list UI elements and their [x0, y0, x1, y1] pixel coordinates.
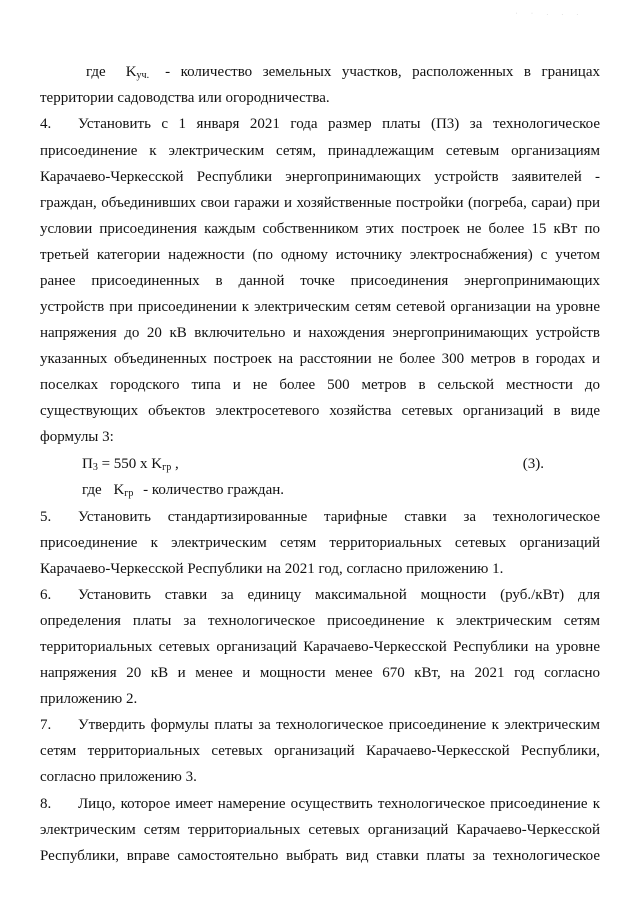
scan-corner-mark: · · . . .	[515, 11, 584, 17]
item-6-first-line	[40, 585, 600, 605]
item-4-line-13: формулы 3:	[40, 429, 114, 445]
item-5-line-1: Установить стандартизированные тарифные ставки за технологическое	[78, 509, 600, 525]
item-7-number: 7.	[40, 717, 52, 733]
item-5-number: 5.	[40, 509, 52, 525]
formula-3	[82, 454, 544, 478]
item-4-line-11: поселках городского типа и не более 500 метров в сельской местности до	[40, 377, 600, 393]
item-8-line-2: электрическим сетям территориальных сетевых организаций Карачаево-Черкесской	[40, 822, 600, 838]
item-4-number: 4.	[40, 116, 52, 132]
item-4-line-6: третьей категории надежности (по одному источнику электроснабжения) с учетом	[40, 247, 600, 263]
item-8-line-1: Лицо, которое имеет намерение осуществить технологическое присоединение к	[78, 796, 600, 812]
formula-where-definition: - количество граждан.	[143, 482, 285, 498]
intro-where-word: где	[86, 64, 106, 80]
item-6-line-3: территориальных сетевых организаций Карачаево-Черкесской Республики на уровне	[40, 639, 600, 655]
item-7-line-3: согласно приложению 3.	[40, 769, 197, 785]
formula-expression: $П_3 = 550$ х $K_{гр}$ ,	[82, 456, 179, 473]
item-7-first-line	[40, 715, 600, 735]
formula-where-word: где	[82, 482, 102, 498]
item-8-first-line	[40, 794, 600, 814]
item-4-line-3: Карачаево-Черкесской Республики энергопринимающих устройств заявителей -	[40, 169, 600, 185]
intro-where-line	[86, 62, 600, 86]
item-6-line-2: определения платы за технологическое присоединение к электрическим сетям	[40, 613, 600, 629]
item-6-line-5: приложению 2.	[40, 691, 138, 707]
item-6-line-4: напряжения 20 кВ и менее и мощности менее 670 кВт, на 2021 год согласно	[40, 665, 600, 681]
item-7-line-2: сетям территориальных сетевых организаций Карачаево-Черкесской Республики,	[40, 743, 600, 759]
item-4-line-12: существующих объектов электросетевого хозяйства сетевых организаций в виде	[40, 403, 600, 419]
item-4-line-4: граждан, объединивших свои гаражи и хозяйственные постройки (погреба, сараи) при	[40, 195, 600, 211]
k-gr-symbol: $K_{гр}$	[113, 482, 134, 499]
intro-definition-text: - количество земельных участков, расположенных в границах	[165, 64, 600, 80]
item-5-line-3: Карачаево-Черкесской Республики на 2021 год, согласно приложению 1.	[40, 561, 504, 577]
item-7-line-1: Утвердить формулы платы за технологическое присоединение к электрическим	[78, 717, 600, 733]
formula-where-line	[82, 480, 382, 504]
item-4-first-line	[40, 114, 600, 134]
item-4-line-8: устройств при присоединении к электрическим сетям сетевой организации на уровне	[40, 299, 600, 315]
intro-line-2: территории садоводства или огородничества.	[40, 90, 330, 106]
item-8-number: 8.	[40, 796, 52, 812]
item-4-line-10: указанных объединенных построек на расстоянии не более 300 метров в городах и	[40, 351, 600, 367]
item-4-line-1: Установить с 1 января 2021 года размер платы (П3) за технологическое	[78, 116, 600, 132]
item-4-line-9: напряжения до 20 кВ включительно и нахождения энергопринимающих устройств	[40, 325, 600, 341]
item-4-line-5: условии присоединения каждым собственником этих построек не более 15 кВт по	[40, 221, 600, 237]
item-4-line-7: ранее присоединенных в данной точке присоединения энергопринимающих	[40, 273, 600, 289]
formula-number: (3).	[522, 456, 544, 472]
item-6-number: 6.	[40, 587, 52, 603]
item-6-line-1: Установить ставки за единицу максимальной мощности (руб./кВт) для	[78, 587, 600, 603]
item-4-line-2: присоединение к электрическим сетям, принадлежащим сетевым организациям	[40, 143, 600, 159]
k-uch-symbol: $K_{уч.}$	[125, 64, 150, 81]
item-5-first-line	[40, 507, 600, 527]
item-8-line-3: Республики, вправе самостоятельно выбрать вид ставки платы за технологическое	[40, 848, 600, 864]
item-5-line-2: присоединение к электрическим сетям территориальных сетевых организаций	[40, 535, 600, 551]
